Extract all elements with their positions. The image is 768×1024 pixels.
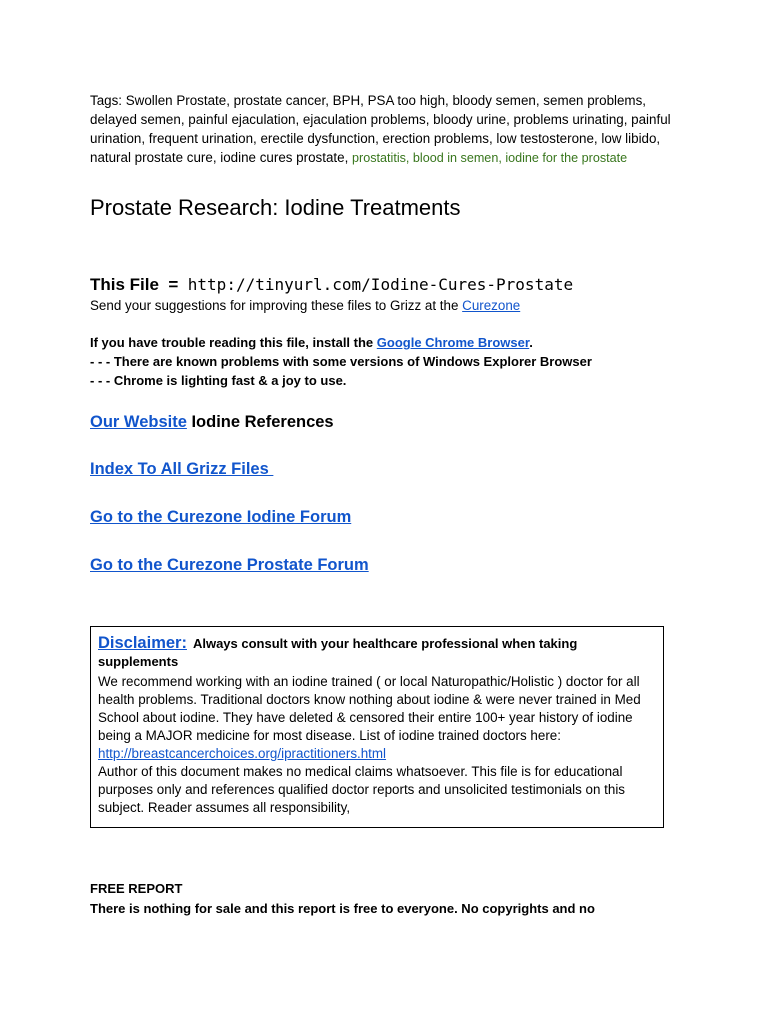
iodine-references-line — [90, 411, 680, 433]
browser-notice-line-2: - - - There are known problems with some versions of Windows Explorer Browser — [90, 354, 592, 369]
free-report-section — [90, 879, 680, 919]
disclaimer-body-2: Author of this document makes no medical claims whatsoever. This file is for educational purposes only and references qualified doctor reports and unsolicited testimonials on this subject. Reader assumes all responsibility, — [98, 764, 626, 815]
iodine-forum-link[interactable]: Go to the Curezone Iodine Forum — [90, 508, 352, 526]
disclaimer-body — [98, 673, 656, 817]
tags-text: Tags: Swollen Prostate, prostate cancer, BPH, PSA too high, bloody semen, semen problems, delayed semen, painful ejaculation, ejaculation problems, bloody urine, problems urinating, painful urination, frequent urination, erectile dysfunction, erection problems, low testosterone, low libido, natural prostate cure, iodine cures prostate, — [90, 93, 671, 165]
this-file-url: http://tinyurl.com/Iodine-Cures-Prostate — [187, 275, 574, 294]
disclaimer-body-text: We recommend working with an iodine trained ( or local Naturopathic/Holistic ) doctor for all health problems. Traditional doctors know nothing about iodine & were never trained in Med School about iodine. They have deleted & censored their entire 100+ year history of iodine being a MAJOR medicine for most disease. List of iodine trained doctors here: — [98, 674, 641, 743]
disclaimer-heading — [98, 634, 656, 671]
tags-paragraph — [90, 91, 680, 168]
chrome-browser-link[interactable]: Google Chrome Browser — [376, 335, 530, 350]
disclaimer-box — [90, 626, 664, 828]
our-website-link[interactable]: Our Website — [90, 413, 187, 431]
suggestion-line — [90, 297, 680, 315]
document-page — [90, 91, 680, 916]
disclaimer-heading-text: Always consult with your healthcare professional when taking supplements — [98, 636, 578, 669]
disclaimer-label: Disclaimer: — [98, 634, 187, 652]
browser-notice — [90, 333, 680, 390]
iodine-references-text: Iodine References — [186, 413, 334, 431]
browser-notice-suffix: . — [529, 335, 533, 350]
prostate-forum-link[interactable]: Go to the Curezone Prostate Forum — [90, 556, 369, 574]
suggestion-text: Send your suggestions for improving these files to Grizz at the — [90, 298, 463, 313]
this-file-label: This File = — [90, 275, 188, 294]
ipractitioners-link[interactable]: http://breastcancerchoices.org/ipractitioners.html — [98, 746, 387, 761]
browser-notice-prefix: If you have trouble reading this file, install the — [90, 335, 377, 350]
free-report-heading: FREE REPORT — [90, 881, 183, 896]
curezone-link[interactable]: Curezone — [462, 298, 521, 313]
browser-notice-line-3: - - - Chrome is lighting fast & a joy to use. — [90, 373, 347, 388]
page-title: Prostate Research: Iodine Treatments — [90, 195, 461, 220]
free-report-text: There is nothing for sale and this report is free to everyone. No copyrights and no — [90, 901, 595, 916]
browser-notice-line-1 — [90, 333, 680, 352]
this-file-line — [90, 274, 680, 296]
index-grizz-files-link[interactable]: Index To All Grizz Files — [90, 460, 274, 478]
tags-green-text: prostatitis, blood in semen, iodine for the prostate — [352, 151, 628, 165]
